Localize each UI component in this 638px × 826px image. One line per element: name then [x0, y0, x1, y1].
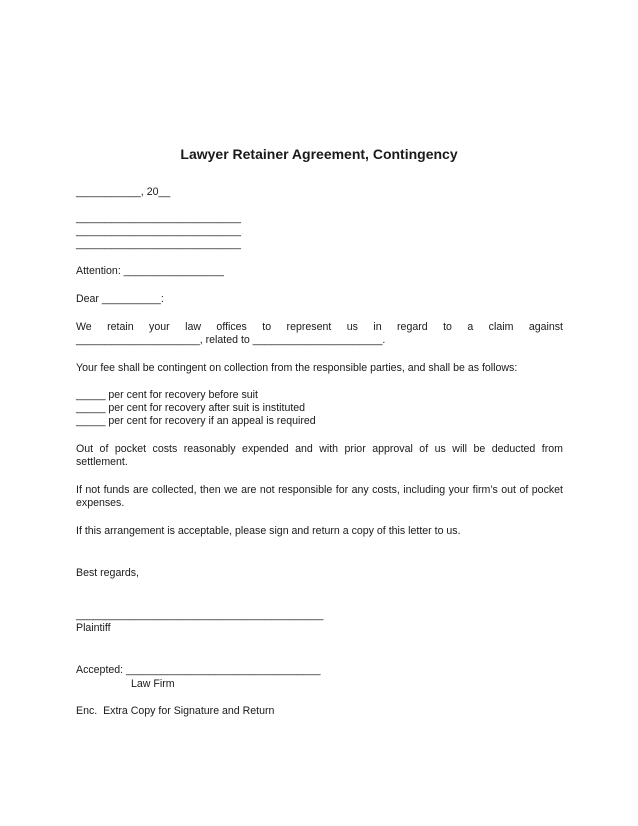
- retain-paragraph-line-2: _____________________, related to ______________________.: [76, 334, 386, 346]
- closing: Best regards,: [76, 567, 140, 579]
- plaintiff-signature-line: __________________________________________: [76, 609, 324, 621]
- attention-line: Attention: _________________: [76, 265, 224, 277]
- acceptance-paragraph: If this arrangement is acceptable, please sign and return a copy of this letter to us.: [76, 525, 461, 537]
- document-title: Lawyer Retainer Agreement, Contingency: [180, 146, 458, 162]
- address-line-1: ____________________________: [76, 212, 241, 224]
- fee-item-after-suit: _____ per cent for recovery after suit is instituted: [76, 402, 306, 414]
- law-firm-label: Law Firm: [131, 678, 175, 690]
- plaintiff-label: Plaintiff: [76, 622, 111, 634]
- fee-item-appeal: _____ per cent for recovery if an appeal is required: [76, 415, 316, 427]
- accepted-signature-line: Accepted: _________________________________: [76, 664, 321, 676]
- salutation: Dear __________:: [76, 293, 164, 305]
- date-line: ___________, 20__: [76, 186, 171, 198]
- retain-paragraph-line-1: We retain your law offices to represent us in regard to a claim against: [76, 321, 563, 333]
- enclosure-note: Enc. Extra Copy for Signature and Return: [76, 705, 275, 717]
- no-funds-paragraph: If not funds are collected, then we are not responsible for any costs, including your firm’s out of pocket expenses.: [76, 484, 563, 509]
- address-line-3: ____________________________: [76, 238, 241, 250]
- fee-paragraph: Your fee shall be contingent on collection from the responsible parties, and shall be as follows:: [76, 362, 518, 374]
- costs-paragraph: Out of pocket costs reasonably expended and with prior approval of us will be deducted from settlement.: [76, 443, 563, 468]
- fee-item-before-suit: _____ per cent for recovery before suit: [76, 389, 258, 401]
- address-line-2: ____________________________: [76, 225, 241, 237]
